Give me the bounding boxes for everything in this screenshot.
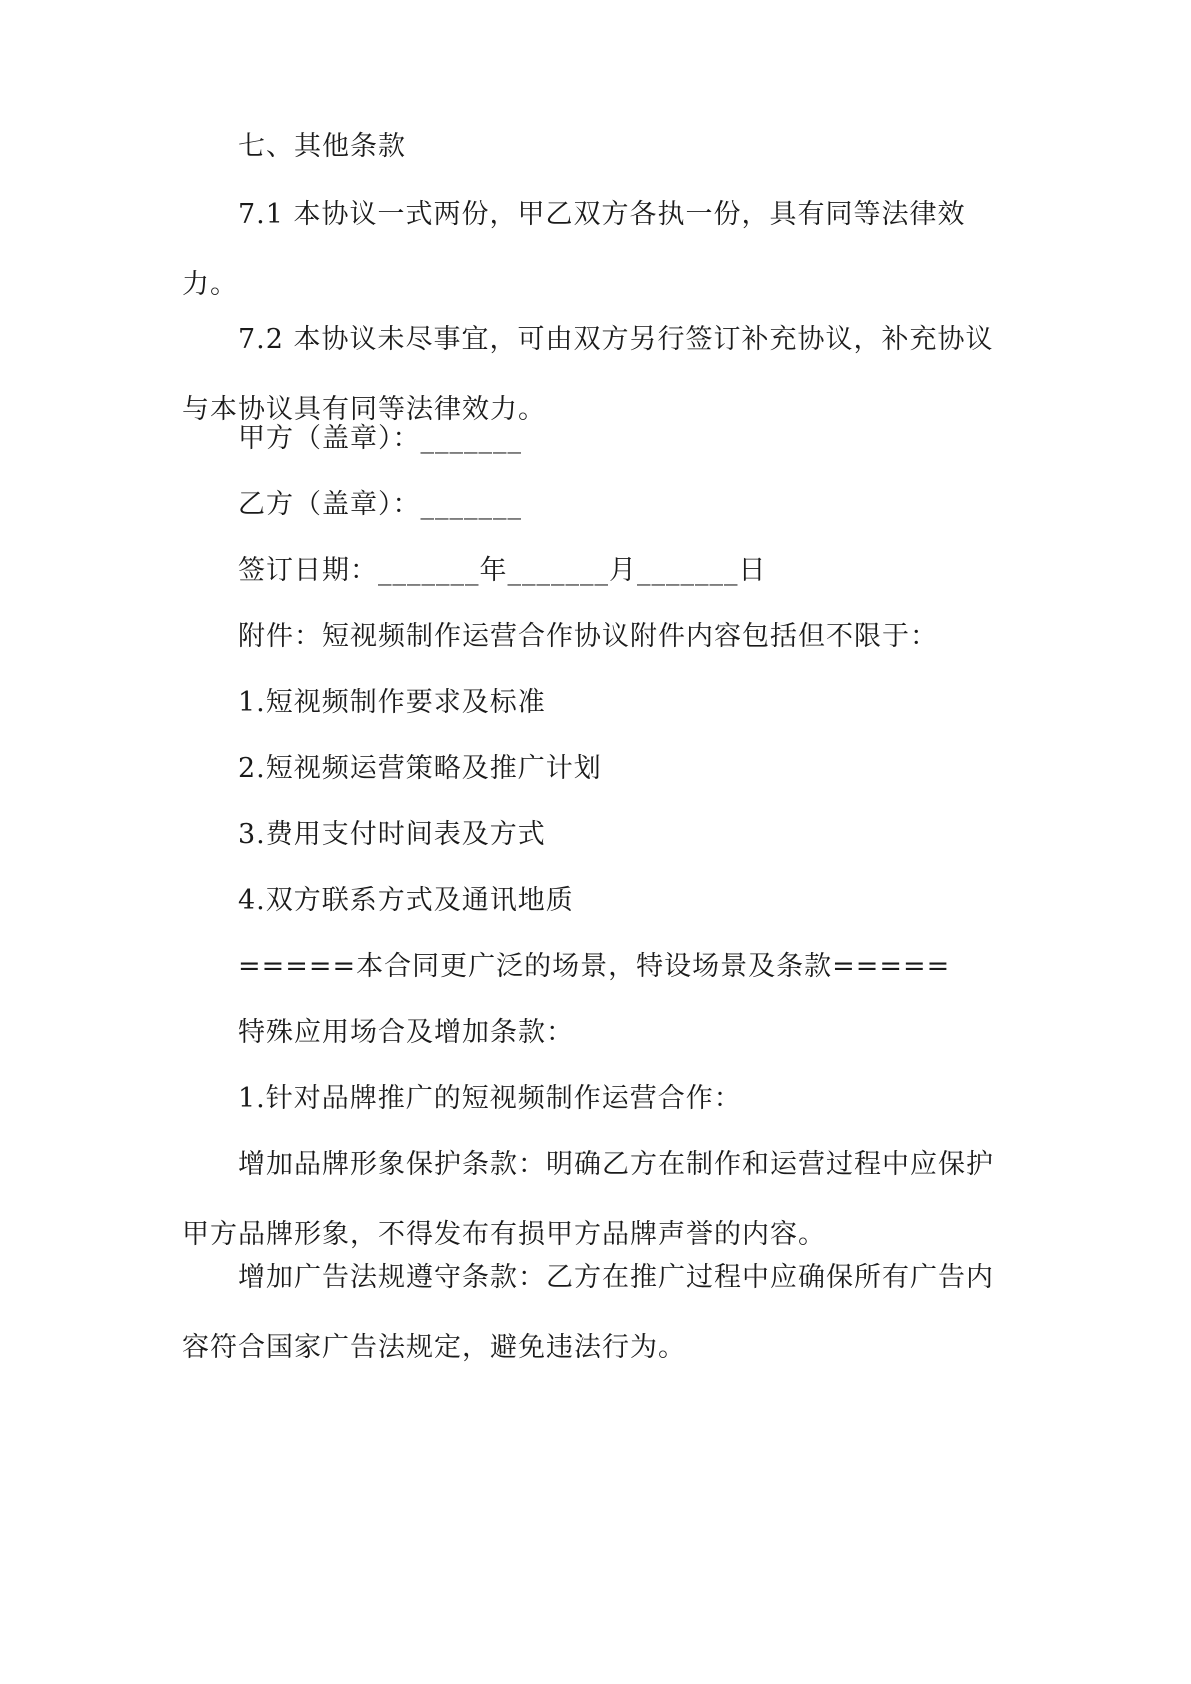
party-a-seal: 甲方（盖章）：_______ bbox=[238, 423, 522, 454]
attachment-item-1: 1.短视频制作要求及标准 bbox=[238, 687, 546, 718]
attachment-intro: 附件：短视频制作运营合作协议附件内容包括但不限于： bbox=[238, 621, 938, 652]
signing-date: 签订日期：_______年_______月_______日 bbox=[238, 555, 767, 586]
brand-protection-clause: 增加品牌形象保护条款：明确乙方在制作和运营过程中应保护甲方品牌形象，不得发布有损甲方品牌声誉的内容。 bbox=[182, 1149, 994, 1250]
ad-law-clause: 增加广告法规遵守条款：乙方在推广过程中应确保所有广告内容符合国家广告法规定，避免违法行为。 bbox=[182, 1262, 994, 1363]
attachment-item-4: 4.双方联系方式及通讯地质 bbox=[238, 885, 574, 916]
party-b-seal: 乙方（盖章）：_______ bbox=[238, 489, 522, 520]
clause-7-1: 7.1 本协议一式两份，甲乙双方各执一份，具有同等法律效力。 bbox=[182, 199, 966, 300]
brand-promotion-item: 1.针对品牌推广的短视频制作运营合作： bbox=[238, 1083, 742, 1114]
scenario-divider: =====本合同更广泛的场景，特设场景及条款===== bbox=[238, 951, 951, 982]
attachment-item-2: 2.短视频运营策略及推广计划 bbox=[238, 753, 602, 784]
section-heading: 七、其他条款 bbox=[238, 131, 406, 162]
clause-7-2: 7.2 本协议未尽事宜，可由双方另行签订补充协议，补充协议与本协议具有同等法律效力。 bbox=[182, 324, 994, 425]
attachment-item-3: 3.费用支付时间表及方式 bbox=[238, 819, 546, 850]
special-clauses-heading: 特殊应用场合及增加条款： bbox=[238, 1017, 574, 1048]
